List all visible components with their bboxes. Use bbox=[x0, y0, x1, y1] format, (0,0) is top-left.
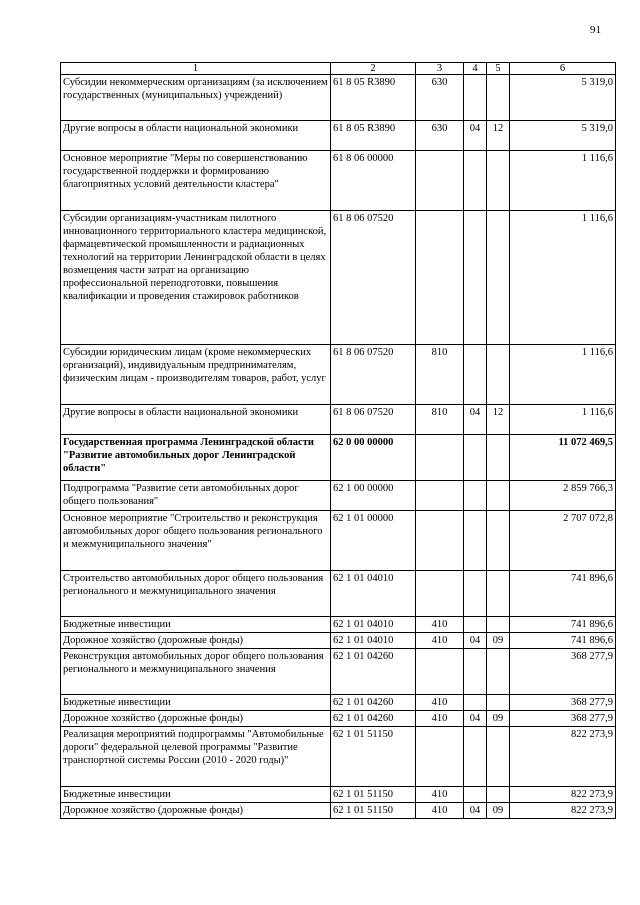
row-code-cell: 61 8 06 07520 bbox=[331, 345, 416, 405]
row-code-cell: 62 1 01 04260 bbox=[331, 649, 416, 695]
table-row bbox=[61, 727, 616, 787]
table-row bbox=[61, 75, 616, 121]
row-subsection-cell bbox=[487, 435, 510, 481]
table-row bbox=[61, 511, 616, 571]
header-cell: 2 bbox=[331, 63, 416, 75]
row-expense-type-cell: 810 bbox=[416, 345, 464, 405]
row-sum-cell: 368 277,9 bbox=[510, 711, 616, 727]
row-subsection-cell: 09 bbox=[487, 633, 510, 649]
table-row bbox=[61, 803, 616, 819]
row-name-cell: Другие вопросы в области национальной экономики bbox=[61, 405, 331, 435]
row-section-cell bbox=[464, 727, 487, 787]
row-expense-type-cell bbox=[416, 435, 464, 481]
row-name-cell: Государственная программа Ленинградской области "Развитие автомобильных дорог Ленинградской области" bbox=[61, 435, 331, 481]
page-number: 91 bbox=[590, 24, 601, 36]
row-sum-cell: 368 277,9 bbox=[510, 695, 616, 711]
table-row bbox=[61, 211, 616, 345]
row-subsection-cell: 09 bbox=[487, 803, 510, 819]
row-subsection-cell bbox=[487, 571, 510, 617]
row-sum-cell: 822 273,9 bbox=[510, 787, 616, 803]
row-expense-type-cell: 630 bbox=[416, 121, 464, 151]
row-code-cell: 62 1 01 00000 bbox=[331, 511, 416, 571]
row-expense-type-cell: 410 bbox=[416, 695, 464, 711]
row-sum-cell: 368 277,9 bbox=[510, 649, 616, 695]
header-cell: 6 bbox=[510, 63, 616, 75]
row-code-cell: 61 8 06 07520 bbox=[331, 211, 416, 345]
row-section-cell: 04 bbox=[464, 121, 487, 151]
row-expense-type-cell bbox=[416, 571, 464, 617]
row-section-cell bbox=[464, 571, 487, 617]
row-code-cell: 62 1 01 04010 bbox=[331, 571, 416, 617]
row-expense-type-cell: 810 bbox=[416, 405, 464, 435]
row-code-cell: 62 0 00 00000 bbox=[331, 435, 416, 481]
table-row bbox=[61, 633, 616, 649]
row-subsection-cell bbox=[487, 345, 510, 405]
row-code-cell: 62 1 01 51150 bbox=[331, 727, 416, 787]
row-subsection-cell bbox=[487, 481, 510, 511]
row-sum-cell: 1 116,6 bbox=[510, 405, 616, 435]
row-section-cell bbox=[464, 151, 487, 211]
row-subsection-cell bbox=[487, 617, 510, 633]
row-expense-type-cell: 410 bbox=[416, 711, 464, 727]
row-section-cell bbox=[464, 211, 487, 345]
row-expense-type-cell: 410 bbox=[416, 803, 464, 819]
row-name-cell: Бюджетные инвестиции bbox=[61, 617, 331, 633]
table-row bbox=[61, 435, 616, 481]
row-name-cell: Строительство автомобильных дорог общего пользования регионального и межмуниципального значения bbox=[61, 571, 331, 617]
row-subsection-cell bbox=[487, 787, 510, 803]
row-name-cell: Основное мероприятие "Меры по совершенствованию государственной поддержки и формированию благоприятных условий деятельности кластера" bbox=[61, 151, 331, 211]
row-subsection-cell bbox=[487, 211, 510, 345]
row-sum-cell: 2 859 766,3 bbox=[510, 481, 616, 511]
row-sum-cell: 11 072 469,5 bbox=[510, 435, 616, 481]
row-section-cell bbox=[464, 787, 487, 803]
row-sum-cell: 1 116,6 bbox=[510, 211, 616, 345]
row-code-cell: 61 8 06 07520 bbox=[331, 405, 416, 435]
row-code-cell: 62 1 00 00000 bbox=[331, 481, 416, 511]
row-subsection-cell bbox=[487, 649, 510, 695]
row-name-cell: Дорожное хозяйство (дорожные фонды) bbox=[61, 633, 331, 649]
row-subsection-cell: 12 bbox=[487, 121, 510, 151]
row-code-cell: 62 1 01 51150 bbox=[331, 787, 416, 803]
row-subsection-cell bbox=[487, 511, 510, 571]
row-expense-type-cell: 630 bbox=[416, 75, 464, 121]
row-expense-type-cell: 410 bbox=[416, 617, 464, 633]
row-code-cell: 61 8 05 R3890 bbox=[331, 121, 416, 151]
row-code-cell: 62 1 01 04010 bbox=[331, 617, 416, 633]
row-name-cell: Реконструкция автомобильных дорог общего пользования регионального и межмуниципального значения bbox=[61, 649, 331, 695]
row-name-cell: Реализация мероприятий подпрограммы "Автомобильные дороги" федеральной целевой программы "Развитие транспортной системы России (2010 - 2020 годы)" bbox=[61, 727, 331, 787]
row-sum-cell: 5 319,0 bbox=[510, 75, 616, 121]
row-name-cell: Бюджетные инвестиции bbox=[61, 695, 331, 711]
row-section-cell bbox=[464, 345, 487, 405]
header-cell: 1 bbox=[61, 63, 331, 75]
row-sum-cell: 1 116,6 bbox=[510, 345, 616, 405]
row-section-cell bbox=[464, 511, 487, 571]
row-name-cell: Другие вопросы в области национальной экономики bbox=[61, 121, 331, 151]
table-row bbox=[61, 695, 616, 711]
row-subsection-cell bbox=[487, 727, 510, 787]
table-row bbox=[61, 345, 616, 405]
row-sum-cell: 822 273,9 bbox=[510, 727, 616, 787]
row-name-cell: Бюджетные инвестиции bbox=[61, 787, 331, 803]
table-row bbox=[61, 711, 616, 727]
row-name-cell: Основное мероприятие "Строительство и реконструкция автомобильных дорог общего пользования регионального и межмуниципального значения" bbox=[61, 511, 331, 571]
row-expense-type-cell bbox=[416, 511, 464, 571]
row-section-cell: 04 bbox=[464, 711, 487, 727]
table-row bbox=[61, 405, 616, 435]
row-sum-cell: 741 896,6 bbox=[510, 571, 616, 617]
row-expense-type-cell bbox=[416, 211, 464, 345]
row-section-cell bbox=[464, 617, 487, 633]
row-code-cell: 62 1 01 04010 bbox=[331, 633, 416, 649]
table-row bbox=[61, 787, 616, 803]
row-name-cell: Субсидии организациям-участникам пилотного инновационного территориального кластера медицинской, фармацевтической промышленности и радиационных технологий на территории Ленинградской области в целях возмещения части затрат на организацию профессиональной переподготовки, повышения квалификации и проведения стажировок работников bbox=[61, 211, 331, 345]
row-name-cell: Подпрограмма "Развитие сети автомобильных дорог общего пользования" bbox=[61, 481, 331, 511]
row-subsection-cell: 12 bbox=[487, 405, 510, 435]
row-sum-cell: 741 896,6 bbox=[510, 617, 616, 633]
row-name-cell: Дорожное хозяйство (дорожные фонды) bbox=[61, 803, 331, 819]
row-sum-cell: 2 707 072,8 bbox=[510, 511, 616, 571]
table-row bbox=[61, 617, 616, 633]
row-code-cell: 62 1 01 04260 bbox=[331, 711, 416, 727]
row-sum-cell: 741 896,6 bbox=[510, 633, 616, 649]
header-cell: 4 bbox=[464, 63, 487, 75]
row-section-cell bbox=[464, 75, 487, 121]
row-subsection-cell bbox=[487, 695, 510, 711]
row-section-cell bbox=[464, 649, 487, 695]
row-expense-type-cell bbox=[416, 727, 464, 787]
table-row bbox=[61, 481, 616, 511]
row-sum-cell: 822 273,9 bbox=[510, 803, 616, 819]
row-section-cell: 04 bbox=[464, 633, 487, 649]
row-section-cell: 04 bbox=[464, 803, 487, 819]
row-section-cell bbox=[464, 435, 487, 481]
row-subsection-cell bbox=[487, 75, 510, 121]
header-cell: 3 bbox=[416, 63, 464, 75]
table-row bbox=[61, 121, 616, 151]
row-code-cell: 62 1 01 04260 bbox=[331, 695, 416, 711]
budget-table bbox=[60, 62, 616, 819]
row-code-cell: 61 8 06 00000 bbox=[331, 151, 416, 211]
table-row bbox=[61, 571, 616, 617]
row-expense-type-cell bbox=[416, 481, 464, 511]
header-cell: 5 bbox=[487, 63, 510, 75]
row-name-cell: Субсидии юридическим лицам (кроме некоммерческих организаций), индивидуальным предпринимателям, физическим лицам - производителям товаров, работ, услуг bbox=[61, 345, 331, 405]
row-code-cell: 61 8 05 R3890 bbox=[331, 75, 416, 121]
row-name-cell: Дорожное хозяйство (дорожные фонды) bbox=[61, 711, 331, 727]
row-code-cell: 62 1 01 51150 bbox=[331, 803, 416, 819]
table-header-row bbox=[61, 63, 616, 75]
table-row bbox=[61, 151, 616, 211]
row-subsection-cell: 09 bbox=[487, 711, 510, 727]
row-expense-type-cell bbox=[416, 151, 464, 211]
row-section-cell bbox=[464, 695, 487, 711]
row-subsection-cell bbox=[487, 151, 510, 211]
table-row bbox=[61, 649, 616, 695]
row-expense-type-cell bbox=[416, 649, 464, 695]
row-section-cell: 04 bbox=[464, 405, 487, 435]
row-name-cell: Субсидии некоммерческим организациям (за исключением государственных (муниципальных) учреждений) bbox=[61, 75, 331, 121]
row-expense-type-cell: 410 bbox=[416, 633, 464, 649]
row-sum-cell: 1 116,6 bbox=[510, 151, 616, 211]
row-sum-cell: 5 319,0 bbox=[510, 121, 616, 151]
row-expense-type-cell: 410 bbox=[416, 787, 464, 803]
row-section-cell bbox=[464, 481, 487, 511]
